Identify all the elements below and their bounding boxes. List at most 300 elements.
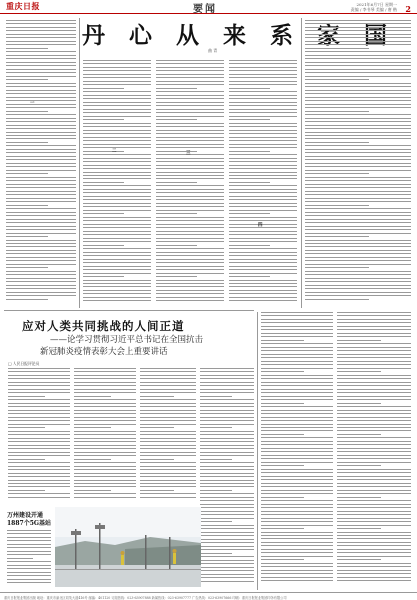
text-line bbox=[83, 172, 151, 173]
text-line bbox=[337, 504, 411, 505]
text-line bbox=[8, 476, 70, 477]
text-line bbox=[337, 483, 411, 484]
text-line bbox=[156, 199, 224, 200]
text-line bbox=[305, 100, 411, 101]
text-line bbox=[140, 452, 196, 453]
text-line bbox=[229, 231, 297, 232]
text-line bbox=[305, 205, 369, 206]
text-line bbox=[229, 259, 297, 260]
text-line bbox=[74, 473, 136, 474]
text-line bbox=[83, 116, 151, 117]
text-line bbox=[140, 459, 174, 460]
section-divider bbox=[4, 310, 254, 311]
text-line bbox=[83, 109, 151, 110]
text-line bbox=[6, 295, 76, 296]
section-marker: 二 bbox=[112, 149, 117, 154]
text-line bbox=[337, 336, 411, 337]
text-line bbox=[156, 147, 224, 148]
text-line bbox=[6, 233, 76, 234]
text-line bbox=[337, 364, 411, 365]
text-line bbox=[229, 158, 297, 159]
text-line bbox=[156, 300, 224, 301]
text-line bbox=[156, 266, 224, 267]
text-line bbox=[140, 389, 196, 390]
text-line bbox=[6, 132, 76, 133]
text-line bbox=[229, 192, 297, 193]
photo-caption-line-1: 万州建设开通 bbox=[7, 512, 44, 519]
text-line bbox=[305, 23, 411, 24]
text-line bbox=[156, 74, 224, 75]
text-line bbox=[74, 413, 136, 414]
text-line bbox=[337, 552, 411, 553]
text-line bbox=[6, 219, 76, 220]
text-line bbox=[229, 112, 297, 113]
text-line bbox=[229, 172, 297, 173]
feature-subtitle-1: ——论学习贯彻习近平总书记在全国抗击 bbox=[50, 335, 204, 345]
text-line bbox=[74, 385, 136, 386]
column-rule bbox=[79, 18, 80, 308]
text-line bbox=[305, 159, 411, 160]
text-line bbox=[305, 65, 411, 66]
text-line bbox=[83, 91, 151, 92]
text-line bbox=[305, 55, 411, 56]
text-line bbox=[337, 469, 411, 470]
text-line bbox=[156, 234, 224, 235]
text-line bbox=[156, 273, 224, 274]
text-line bbox=[6, 243, 76, 244]
text-line bbox=[261, 396, 333, 397]
text-line bbox=[337, 497, 381, 498]
text-line bbox=[74, 431, 136, 432]
text-line bbox=[8, 371, 70, 372]
text-line bbox=[74, 434, 136, 435]
text-line bbox=[83, 248, 151, 249]
text-line bbox=[140, 486, 196, 487]
text-line bbox=[261, 424, 333, 425]
text-line bbox=[156, 178, 224, 179]
text-line bbox=[6, 142, 48, 143]
text-line bbox=[83, 297, 151, 298]
text-line bbox=[83, 102, 151, 103]
text-line bbox=[83, 210, 151, 211]
page-number: 2 bbox=[405, 4, 411, 14]
text-line bbox=[337, 448, 411, 449]
text-line bbox=[74, 452, 136, 453]
text-line bbox=[6, 271, 76, 272]
text-line bbox=[261, 514, 333, 515]
text-line bbox=[305, 132, 411, 133]
text-line bbox=[305, 208, 411, 209]
text-line bbox=[156, 206, 224, 207]
article-column-4 bbox=[229, 60, 297, 305]
text-line bbox=[6, 152, 76, 153]
text-line bbox=[156, 95, 224, 96]
text-line bbox=[156, 286, 224, 287]
text-line bbox=[6, 20, 76, 21]
text-line bbox=[305, 201, 411, 202]
text-line bbox=[6, 100, 76, 101]
text-line bbox=[7, 568, 51, 569]
text-line bbox=[200, 546, 254, 547]
text-line bbox=[6, 212, 76, 213]
text-line bbox=[337, 361, 411, 362]
text-line bbox=[74, 396, 111, 397]
text-line bbox=[8, 424, 70, 425]
text-line bbox=[261, 326, 333, 327]
date-line bbox=[351, 2, 397, 12]
right-column-1 bbox=[261, 312, 333, 588]
text-line bbox=[261, 410, 333, 411]
text-line bbox=[6, 62, 76, 63]
text-line bbox=[229, 276, 270, 277]
text-line bbox=[6, 173, 48, 174]
feature-column-3 bbox=[140, 368, 196, 503]
text-line bbox=[83, 133, 151, 134]
text-line bbox=[229, 119, 270, 120]
text-line bbox=[261, 458, 333, 459]
text-line bbox=[261, 479, 333, 480]
text-line bbox=[140, 480, 196, 481]
text-line bbox=[305, 37, 411, 38]
text-line bbox=[229, 95, 297, 96]
text-line bbox=[83, 81, 151, 82]
text-line bbox=[261, 535, 333, 536]
text-line bbox=[6, 58, 76, 59]
text-line bbox=[305, 69, 411, 70]
text-line bbox=[6, 23, 76, 24]
text-line bbox=[200, 455, 254, 456]
text-line bbox=[337, 514, 411, 515]
text-line bbox=[140, 375, 196, 376]
text-line bbox=[8, 392, 70, 393]
text-line bbox=[156, 189, 224, 190]
text-line bbox=[74, 466, 136, 467]
text-line bbox=[305, 170, 411, 171]
text-line bbox=[6, 222, 76, 223]
text-line bbox=[337, 458, 411, 459]
text-line bbox=[6, 83, 76, 84]
text-line bbox=[6, 37, 76, 38]
text-line bbox=[305, 229, 411, 230]
text-line bbox=[83, 105, 151, 106]
text-line bbox=[229, 123, 297, 124]
text-line bbox=[74, 375, 136, 376]
text-line bbox=[305, 48, 369, 49]
text-line bbox=[261, 570, 333, 571]
text-line bbox=[83, 290, 151, 291]
text-line bbox=[7, 558, 33, 559]
text-line bbox=[337, 329, 411, 330]
column-rule bbox=[257, 312, 258, 590]
text-line bbox=[83, 74, 151, 75]
text-line bbox=[156, 283, 224, 284]
text-line bbox=[337, 347, 411, 348]
text-line bbox=[261, 504, 333, 505]
text-line bbox=[156, 158, 224, 159]
text-line bbox=[305, 125, 411, 126]
text-line bbox=[229, 91, 297, 92]
text-line bbox=[200, 500, 254, 501]
text-line bbox=[261, 430, 333, 431]
text-line bbox=[305, 83, 411, 84]
text-line bbox=[261, 406, 333, 407]
text-line bbox=[305, 44, 411, 45]
text-line bbox=[156, 133, 224, 134]
text-line bbox=[156, 81, 224, 82]
text-line bbox=[337, 493, 411, 494]
text-line bbox=[305, 177, 411, 178]
text-line bbox=[8, 455, 70, 456]
text-line bbox=[337, 573, 411, 574]
text-line bbox=[305, 163, 411, 164]
text-line bbox=[6, 285, 76, 286]
text-line bbox=[156, 109, 224, 110]
text-line bbox=[74, 420, 136, 421]
text-line bbox=[140, 455, 196, 456]
text-line bbox=[261, 312, 333, 313]
text-line bbox=[305, 27, 411, 28]
text-line bbox=[6, 191, 76, 192]
feature-subtitle-2: 新冠肺炎疫情表彰大会上重要讲话 bbox=[40, 347, 168, 357]
text-line bbox=[261, 413, 333, 414]
text-line bbox=[305, 104, 411, 105]
text-line bbox=[83, 70, 151, 71]
text-line bbox=[6, 114, 76, 115]
text-line bbox=[229, 109, 297, 110]
text-line bbox=[83, 60, 151, 61]
text-line bbox=[200, 420, 254, 421]
text-line bbox=[337, 424, 411, 425]
text-line bbox=[156, 168, 224, 169]
text-line bbox=[229, 273, 297, 274]
text-line bbox=[74, 441, 136, 442]
text-line bbox=[337, 577, 411, 578]
text-line bbox=[305, 173, 369, 174]
text-line bbox=[337, 535, 411, 536]
text-line bbox=[200, 581, 254, 582]
text-line bbox=[6, 107, 76, 108]
text-line bbox=[156, 245, 197, 246]
text-line bbox=[156, 213, 197, 214]
text-line bbox=[305, 34, 411, 35]
text-line bbox=[156, 102, 224, 103]
text-line bbox=[8, 368, 70, 369]
text-line bbox=[200, 514, 254, 515]
text-line bbox=[156, 203, 224, 204]
text-line bbox=[7, 575, 51, 576]
text-line bbox=[261, 375, 333, 376]
text-line bbox=[156, 172, 224, 173]
text-line bbox=[337, 521, 411, 522]
article-column-5 bbox=[305, 20, 411, 305]
text-line bbox=[83, 112, 151, 113]
text-line bbox=[140, 413, 196, 414]
text-line bbox=[156, 210, 224, 211]
text-line bbox=[229, 98, 297, 99]
text-line bbox=[305, 274, 411, 275]
text-line bbox=[6, 76, 76, 77]
text-line bbox=[305, 236, 369, 237]
text-line bbox=[200, 427, 232, 428]
text-line bbox=[140, 410, 196, 411]
text-line bbox=[156, 140, 224, 141]
text-line bbox=[200, 549, 254, 550]
text-line bbox=[6, 288, 76, 289]
text-line bbox=[74, 392, 136, 393]
text-line bbox=[261, 566, 333, 567]
text-line bbox=[200, 577, 254, 578]
text-line bbox=[140, 438, 196, 439]
text-line bbox=[83, 137, 151, 138]
text-line bbox=[83, 286, 151, 287]
text-line bbox=[229, 63, 297, 64]
section-marker: 一 bbox=[30, 101, 35, 106]
text-line bbox=[156, 70, 224, 71]
text-line bbox=[6, 149, 76, 150]
text-line bbox=[6, 201, 76, 202]
text-line bbox=[337, 399, 411, 400]
text-line bbox=[8, 420, 70, 421]
text-line bbox=[83, 255, 151, 256]
text-line bbox=[337, 413, 411, 414]
text-line bbox=[6, 118, 76, 119]
text-line bbox=[337, 563, 411, 564]
text-line bbox=[6, 34, 76, 35]
text-line bbox=[200, 553, 232, 554]
text-line bbox=[305, 288, 411, 289]
text-line bbox=[229, 140, 297, 141]
text-line bbox=[337, 570, 411, 571]
text-line bbox=[200, 399, 254, 400]
text-line bbox=[229, 102, 297, 103]
text-line bbox=[261, 472, 333, 473]
text-line bbox=[83, 213, 124, 214]
text-line bbox=[74, 480, 136, 481]
text-line bbox=[6, 104, 76, 105]
text-line bbox=[337, 350, 411, 351]
text-line bbox=[200, 448, 254, 449]
text-line bbox=[8, 469, 70, 470]
text-line bbox=[6, 274, 76, 275]
text-line bbox=[261, 378, 333, 379]
text-line bbox=[229, 210, 297, 211]
text-line bbox=[261, 532, 333, 533]
text-line bbox=[200, 528, 254, 529]
text-line bbox=[74, 382, 136, 383]
text-line bbox=[8, 497, 70, 498]
text-line bbox=[156, 217, 224, 218]
text-line bbox=[261, 521, 333, 522]
text-line bbox=[229, 105, 297, 106]
text-line bbox=[140, 493, 196, 494]
text-line bbox=[8, 434, 70, 435]
text-line bbox=[261, 343, 333, 344]
text-line bbox=[74, 427, 111, 428]
text-line bbox=[261, 483, 333, 484]
text-line bbox=[156, 252, 224, 253]
text-line bbox=[261, 364, 333, 365]
text-line bbox=[74, 469, 136, 470]
text-line bbox=[261, 462, 333, 463]
text-line bbox=[200, 410, 254, 411]
text-line bbox=[8, 490, 45, 491]
text-line bbox=[6, 180, 76, 181]
text-line bbox=[156, 262, 224, 263]
text-line bbox=[8, 462, 70, 463]
text-line bbox=[229, 161, 297, 162]
text-line bbox=[83, 144, 151, 145]
text-line bbox=[6, 226, 76, 227]
text-line bbox=[6, 86, 76, 87]
text-line bbox=[74, 455, 136, 456]
text-line bbox=[261, 580, 333, 581]
text-line bbox=[261, 451, 333, 452]
text-line bbox=[83, 199, 151, 200]
text-line bbox=[229, 133, 297, 134]
text-line bbox=[261, 465, 304, 466]
section-marker: 四 bbox=[258, 223, 263, 228]
text-line bbox=[156, 130, 224, 131]
text-line bbox=[6, 170, 76, 171]
text-line bbox=[229, 293, 297, 294]
text-line bbox=[200, 539, 254, 540]
text-line bbox=[74, 399, 136, 400]
text-line bbox=[140, 403, 196, 404]
text-line bbox=[261, 382, 333, 383]
text-line bbox=[200, 486, 254, 487]
text-line bbox=[83, 280, 151, 281]
text-line bbox=[156, 241, 224, 242]
text-line bbox=[6, 27, 76, 28]
text-line bbox=[261, 518, 333, 519]
text-line bbox=[8, 378, 70, 379]
text-line bbox=[261, 448, 333, 449]
text-line bbox=[83, 95, 151, 96]
text-line bbox=[83, 227, 151, 228]
text-line bbox=[7, 572, 51, 573]
text-line bbox=[156, 98, 224, 99]
text-line bbox=[6, 163, 76, 164]
text-line bbox=[229, 286, 297, 287]
text-line bbox=[156, 175, 224, 176]
text-line bbox=[337, 525, 411, 526]
text-line bbox=[200, 507, 254, 508]
text-line bbox=[305, 212, 411, 213]
text-line bbox=[156, 224, 224, 225]
text-line bbox=[156, 144, 224, 145]
text-line bbox=[200, 392, 254, 393]
text-line bbox=[200, 368, 254, 369]
text-line bbox=[305, 156, 411, 157]
text-line bbox=[305, 20, 411, 21]
text-line bbox=[74, 368, 136, 369]
text-line bbox=[305, 295, 411, 296]
text-line bbox=[7, 554, 51, 555]
article-column-1 bbox=[6, 20, 76, 305]
text-line bbox=[261, 420, 333, 421]
text-line bbox=[337, 375, 411, 376]
text-line bbox=[6, 166, 76, 167]
text-line bbox=[261, 333, 333, 334]
text-line bbox=[6, 51, 76, 52]
text-line bbox=[156, 276, 197, 277]
editor-line: 责编 / 李书琴 美编 / 唐 楷 bbox=[350, 7, 397, 12]
text-line bbox=[261, 500, 333, 501]
text-line bbox=[229, 227, 297, 228]
text-line bbox=[83, 269, 151, 270]
text-line bbox=[200, 542, 254, 543]
text-line bbox=[156, 91, 224, 92]
